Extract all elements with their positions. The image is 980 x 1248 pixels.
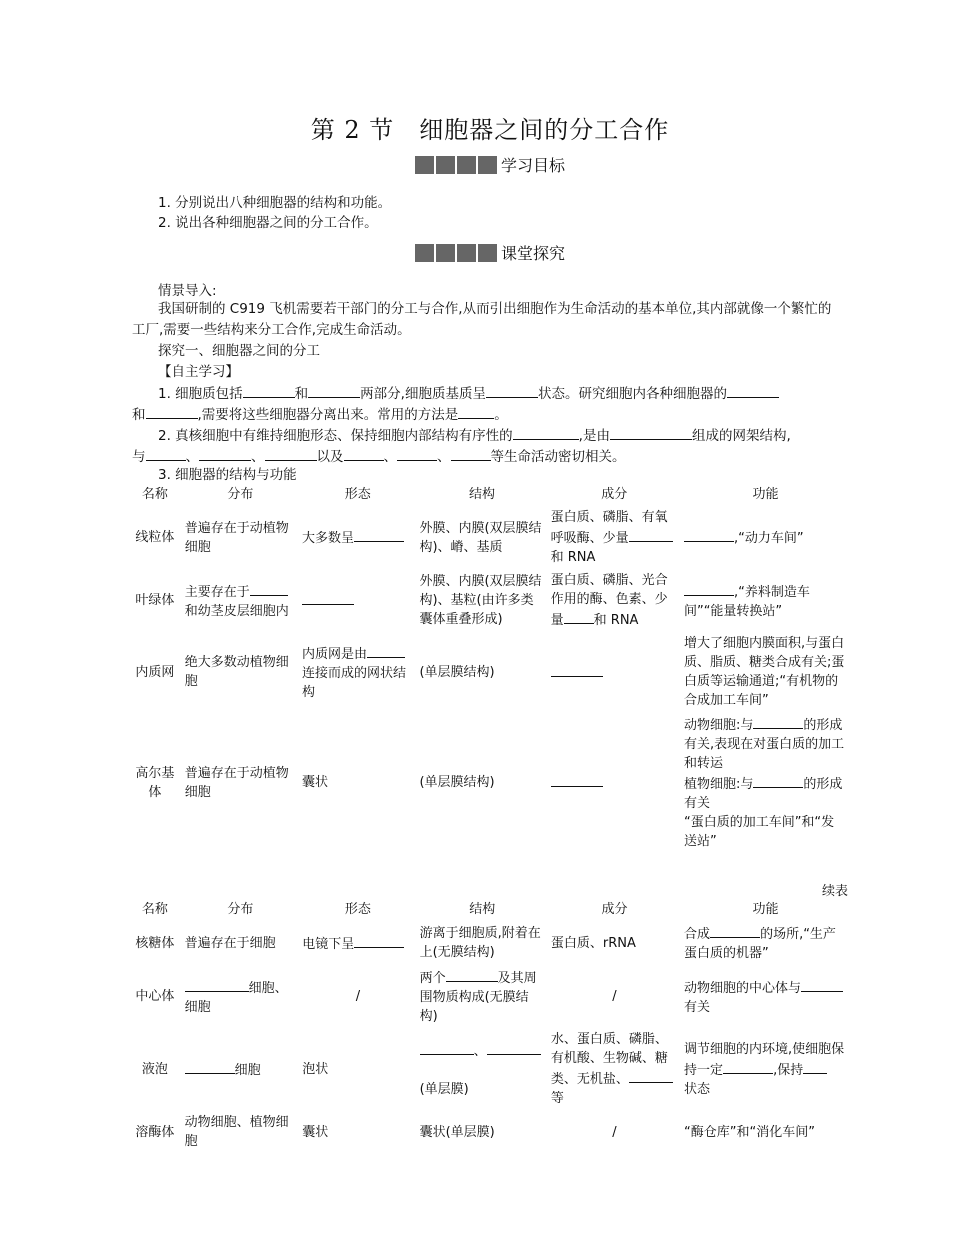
table-header-row bbox=[128, 483, 850, 506]
organelle-table-1 bbox=[128, 483, 850, 853]
table-cell: 两个 及其周围物质构成(无膜结构) bbox=[417, 965, 548, 1028]
explore-heading: 探究一、细胞器之间的分工 bbox=[158, 343, 320, 359]
blank-underline bbox=[199, 446, 251, 461]
table-cell: 叶绿体 bbox=[135, 593, 175, 608]
blank-underline bbox=[551, 662, 603, 677]
question-2-line-2: 与 、 、 以及 、 、 等生命活动密切相关。 bbox=[132, 446, 852, 467]
table-cell: 主要存在于 和幼茎皮层细胞内 bbox=[182, 569, 299, 632]
blank-underline bbox=[146, 404, 198, 419]
intro-text-1: 我国研制的 C919 飞机需要若干部门的分工与合作,从而引出细胞作为生命活动的基本单位,其内部就像一个繁忙的 bbox=[158, 301, 832, 317]
blank-underline bbox=[753, 773, 803, 788]
table-row bbox=[128, 569, 850, 632]
table-cell: 内质网是由 连接而成的网状结构 bbox=[299, 632, 416, 712]
table-cell: 液泡 bbox=[141, 1061, 168, 1077]
table-cell: “酶仓库”和“消化车间” bbox=[684, 1124, 815, 1140]
blank-underline bbox=[801, 977, 843, 992]
table-cell: 细胞、 细胞 bbox=[182, 965, 300, 1028]
table-cell: 普遍存在于动植物细胞 bbox=[184, 520, 289, 555]
blank-underline bbox=[629, 527, 673, 542]
table-cell: 绝大多数动植物细胞 bbox=[184, 655, 289, 689]
question-1-line-1: 1. 细胞质包括 和 两部分,细胞质基质呈 状态。研究细胞内各种细胞器的 bbox=[158, 383, 858, 404]
blank-underline bbox=[458, 404, 494, 419]
blank-underline bbox=[710, 923, 760, 938]
table-cell: (单层膜结构) bbox=[419, 775, 495, 790]
table-cell: 增大了细胞内膜面积,与蛋白质、脂质、糖类合成有关;蛋白质等运输通道;“有机物的合成加工车间” bbox=[683, 636, 845, 708]
header-shape: 形态 bbox=[344, 487, 371, 502]
page-title: 第 2 节 细胞器之间的分工合作 bbox=[310, 116, 670, 144]
blank-underline bbox=[250, 581, 288, 596]
blank-underline bbox=[302, 590, 354, 605]
blank-underline bbox=[753, 714, 803, 729]
header-distribution: 分布 bbox=[227, 487, 254, 502]
blank-underline bbox=[420, 1040, 474, 1055]
question-3: 3. 细胞器的结构与功能 bbox=[158, 467, 297, 483]
goal-1: 1. 分别说出八种细胞器的结构和功能。 bbox=[158, 195, 392, 211]
table-cell: 泡状 bbox=[302, 1061, 329, 1077]
blank-underline bbox=[513, 425, 579, 440]
table-cell: 蛋白质、磷脂、有氧呼吸酶、少量 和 RNA bbox=[548, 506, 681, 569]
table-row bbox=[128, 506, 850, 569]
table-cell: 囊状 bbox=[302, 1124, 329, 1140]
goal-2: 2. 说出各种细胞器之间的分工合作。 bbox=[158, 215, 378, 231]
table-cell: 合成 的场所,“生产蛋白质的机器” bbox=[681, 921, 850, 965]
blank-underline bbox=[308, 383, 360, 398]
blank-underline bbox=[629, 1068, 673, 1083]
table-row bbox=[128, 632, 850, 712]
blank-underline bbox=[487, 1040, 541, 1055]
table-cell: ,“养料制造车间”“能量转换站” bbox=[681, 569, 850, 632]
blank-underline bbox=[354, 527, 404, 542]
blank-underline bbox=[684, 527, 734, 542]
section-heading-goals: 学习目标 bbox=[0, 153, 980, 176]
blank-underline bbox=[146, 446, 186, 461]
blank-underline bbox=[397, 446, 437, 461]
blank-underline bbox=[723, 1059, 773, 1074]
table-cell: 普遍存在于动植物细胞 bbox=[184, 765, 289, 800]
blank-underline bbox=[344, 446, 384, 461]
blank-underline bbox=[185, 1059, 235, 1074]
blank-underline bbox=[564, 609, 594, 624]
table-cell: 高尔基体 bbox=[135, 765, 175, 800]
section-heading-explore: 课堂探究 bbox=[0, 241, 980, 264]
table-cell: 动物细胞:与 的形成有关,表现在对蛋白质的加工和转运 植物细胞:与 的形成有关 “蛋白质的加工车间”和“发送站” bbox=[681, 712, 850, 853]
table-cell: 溶酶体 bbox=[135, 1124, 175, 1140]
intro-text-2: 工厂,需要一些结构来分工合作,完成生命活动。 bbox=[132, 322, 411, 338]
table-cell: 内质网 bbox=[135, 664, 175, 680]
blank-underline bbox=[727, 383, 779, 398]
table-cell: (单层膜结构) bbox=[419, 664, 495, 680]
organelle-table-2 bbox=[128, 898, 850, 1154]
table-cell: 普遍存在于细胞 bbox=[184, 935, 276, 951]
table-cell: 水、蛋白质、磷脂、有机酸、生物碱、糖类、无机盐、 等 bbox=[548, 1028, 681, 1110]
table-row bbox=[128, 712, 850, 853]
table-cell: 外膜、内膜(双层膜结构)、嵴、基质 bbox=[419, 520, 542, 555]
header-components: 成分 bbox=[601, 487, 628, 502]
blank-underline bbox=[446, 967, 498, 982]
header-name: 名称 bbox=[141, 487, 168, 502]
blank-underline bbox=[451, 446, 491, 461]
table-row bbox=[128, 1110, 850, 1154]
heading-bar-icon bbox=[415, 155, 499, 175]
table-cell: 动物细胞的中心体与 有关 bbox=[681, 965, 850, 1028]
table-cell: 中心体 bbox=[135, 989, 175, 1004]
table-header-row: 名称 分布 形态 结构 成分 功能 bbox=[141, 902, 779, 917]
table-cell: ,“动力车间” bbox=[681, 506, 850, 569]
table-row bbox=[128, 921, 850, 965]
intro-label: 情景导入: bbox=[158, 283, 217, 299]
table-cell: 外膜、内膜(双层膜结构)、基粒(由许多类囊体重叠形成) bbox=[419, 574, 542, 627]
table-cell: 核糖体 bbox=[135, 935, 175, 951]
blank-underline bbox=[367, 643, 405, 658]
table-cell bbox=[299, 569, 416, 632]
table-cell: 电镜下呈 bbox=[299, 921, 416, 965]
table-cell: 、 (单层膜) bbox=[417, 1028, 548, 1110]
table-cell: 蛋白质、rRNA bbox=[550, 935, 636, 951]
blank-underline bbox=[185, 977, 249, 992]
self-study-heading: 【自主学习】 bbox=[158, 364, 239, 380]
header-function: 功能 bbox=[752, 487, 779, 502]
heading-bar-icon bbox=[415, 243, 499, 263]
blank-underline bbox=[354, 933, 404, 948]
table-cell: 游离于细胞质,附着在上(无膜结构) bbox=[419, 926, 541, 960]
table-cell bbox=[548, 712, 681, 853]
table-cell: / bbox=[612, 1124, 617, 1140]
table-cell: / bbox=[612, 989, 617, 1004]
blank-underline bbox=[551, 772, 603, 787]
blank-underline bbox=[684, 581, 734, 596]
table-cell: 蛋白质、磷脂、光合作用的酶、色素、少量 和 RNA bbox=[550, 573, 668, 628]
table-cell bbox=[548, 632, 681, 712]
blank-underline bbox=[265, 446, 317, 461]
table-cell: / bbox=[355, 989, 361, 1004]
table-row bbox=[128, 1028, 850, 1110]
blank-underline bbox=[486, 383, 538, 398]
table-cell: 动物细胞、植物细胞 bbox=[184, 1115, 289, 1149]
question-2-line-1: 2. 真核细胞中有维持细胞形态、保持细胞内部结构有序性的 ,是由 组成的网架结构, bbox=[158, 425, 858, 446]
continued-label: 续表 bbox=[822, 884, 849, 899]
blank-underline bbox=[803, 1059, 827, 1074]
table-cell: 囊状(单层膜) bbox=[419, 1124, 495, 1140]
blank-underline bbox=[610, 425, 692, 440]
table-row bbox=[128, 965, 850, 1028]
table-cell: 细胞 bbox=[182, 1028, 300, 1110]
table-cell: 调节细胞的内环境,使细胞保持一定 ,保持 状态 bbox=[684, 1041, 845, 1097]
table-cell: 囊状 bbox=[302, 775, 329, 790]
blank-underline bbox=[243, 383, 295, 398]
header-structure: 结构 bbox=[469, 487, 496, 502]
table-cell: 大多数呈 bbox=[299, 506, 416, 569]
table-cell: 线粒体 bbox=[135, 530, 175, 545]
question-1-line-2: 和 ,需要将这些细胞器分离出来。常用的方法是 。 bbox=[132, 404, 852, 425]
